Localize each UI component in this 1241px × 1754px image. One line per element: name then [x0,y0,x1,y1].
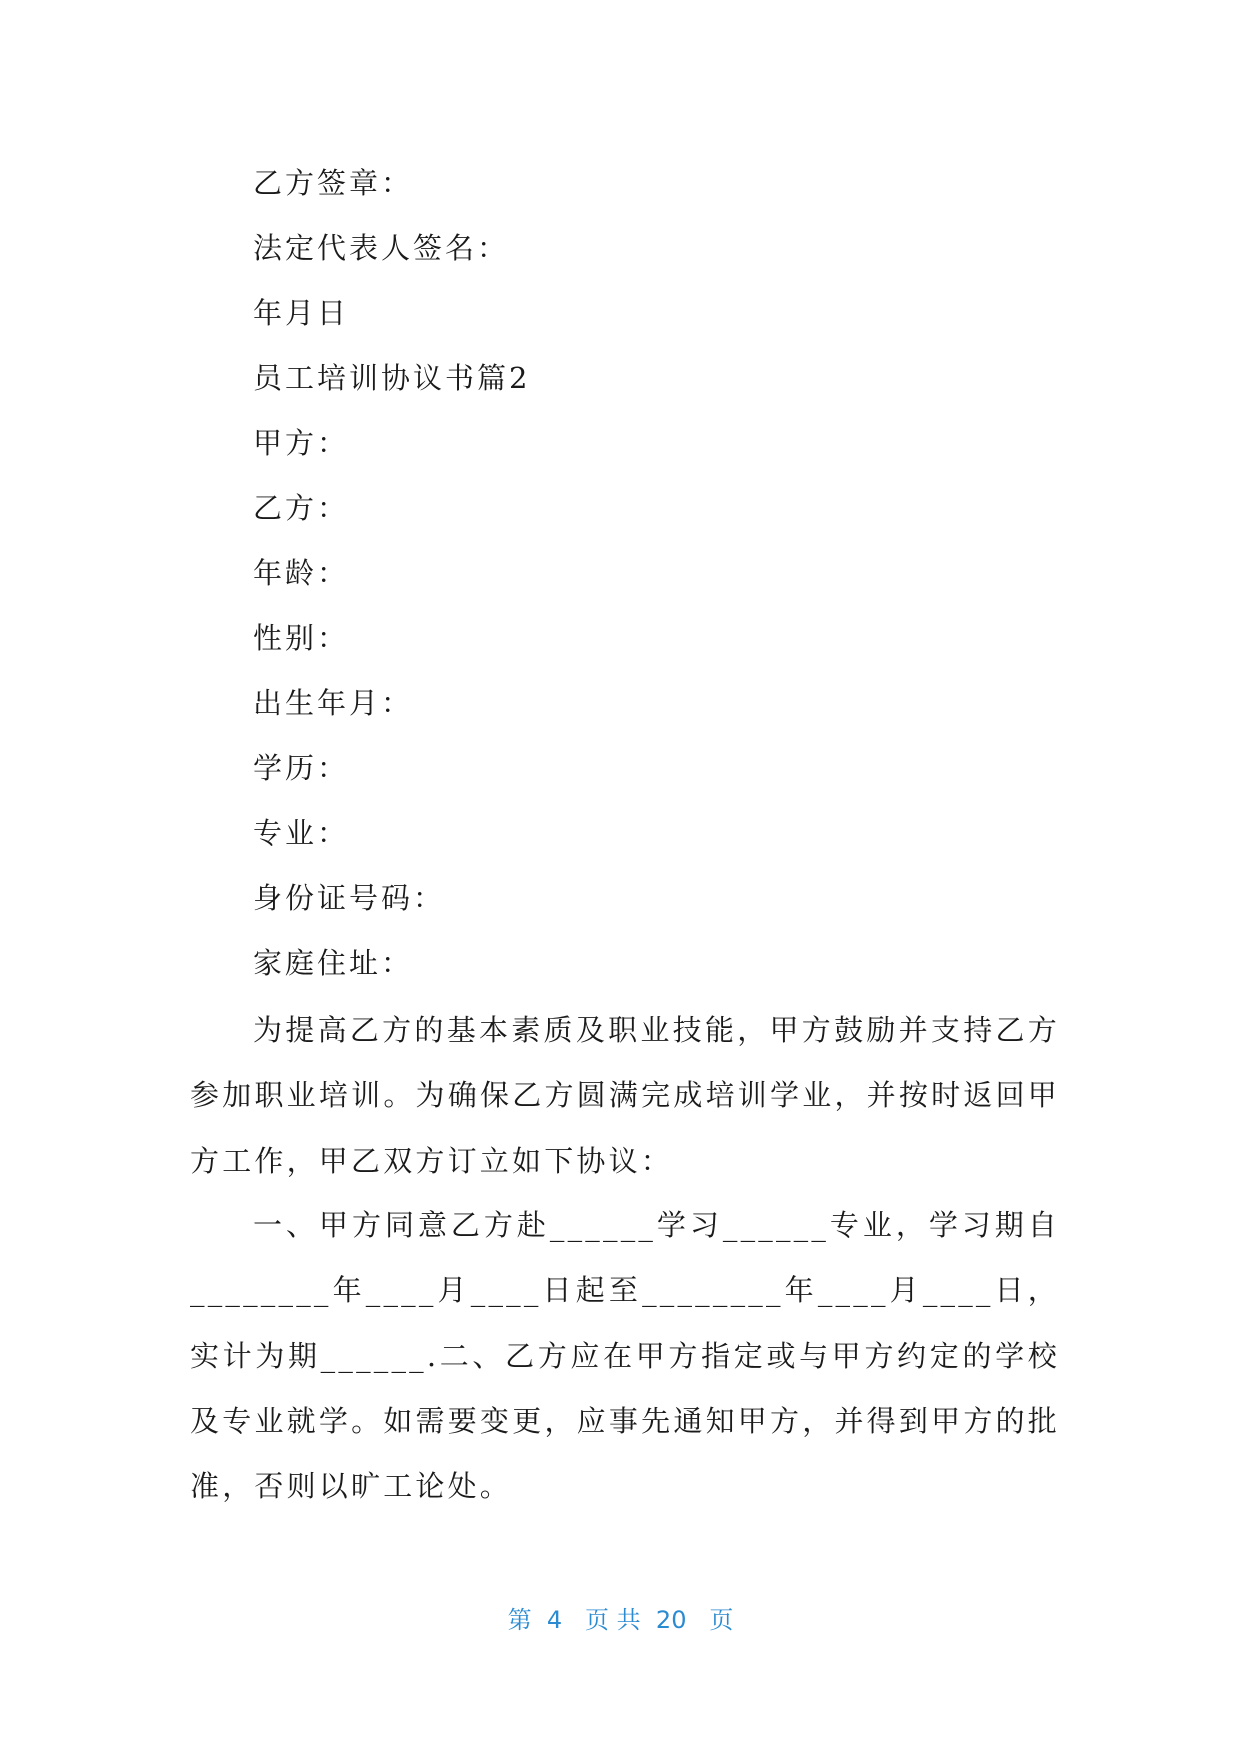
education-field: 学历： [253,751,350,785]
party-a-field: 甲方： [253,426,350,460]
birth-date-field: 出生年月： [253,686,414,720]
party-b-seal-line: 乙方签章： [253,166,414,200]
date-line: 年月日 [253,296,350,330]
section-title: 员工培训协议书篇2 [253,361,531,395]
clause-paragraph: 一、甲方同意乙方赴______学习______专业，学习期自________年____月____日起至________年____月____日，实计为期______.二、乙方应在甲方指定或与甲方约定的学校及专业就学。如需要变更，应事先通知甲方，并得到甲方的批准，否则以旷工论处。 [190,1208,1060,1504]
page-number-footer: 第 4 页 共 20 页 [507,1606,734,1634]
legal-rep-signature-line: 法定代表人签名： [253,231,510,265]
age-field: 年龄： [253,556,350,590]
intro-paragraph: 为提高乙方的基本素质及职业技能，甲方鼓励并支持乙方参加职业培训。为确保乙方圆满完成培训学业，并按时返回甲方工作，甲乙双方订立如下协议： [190,1013,1060,1178]
home-address-field: 家庭住址： [253,946,414,980]
id-number-field: 身份证号码： [253,881,446,915]
gender-field: 性别： [253,621,350,655]
major-field: 专业： [253,816,350,850]
party-b-field: 乙方： [253,491,350,525]
